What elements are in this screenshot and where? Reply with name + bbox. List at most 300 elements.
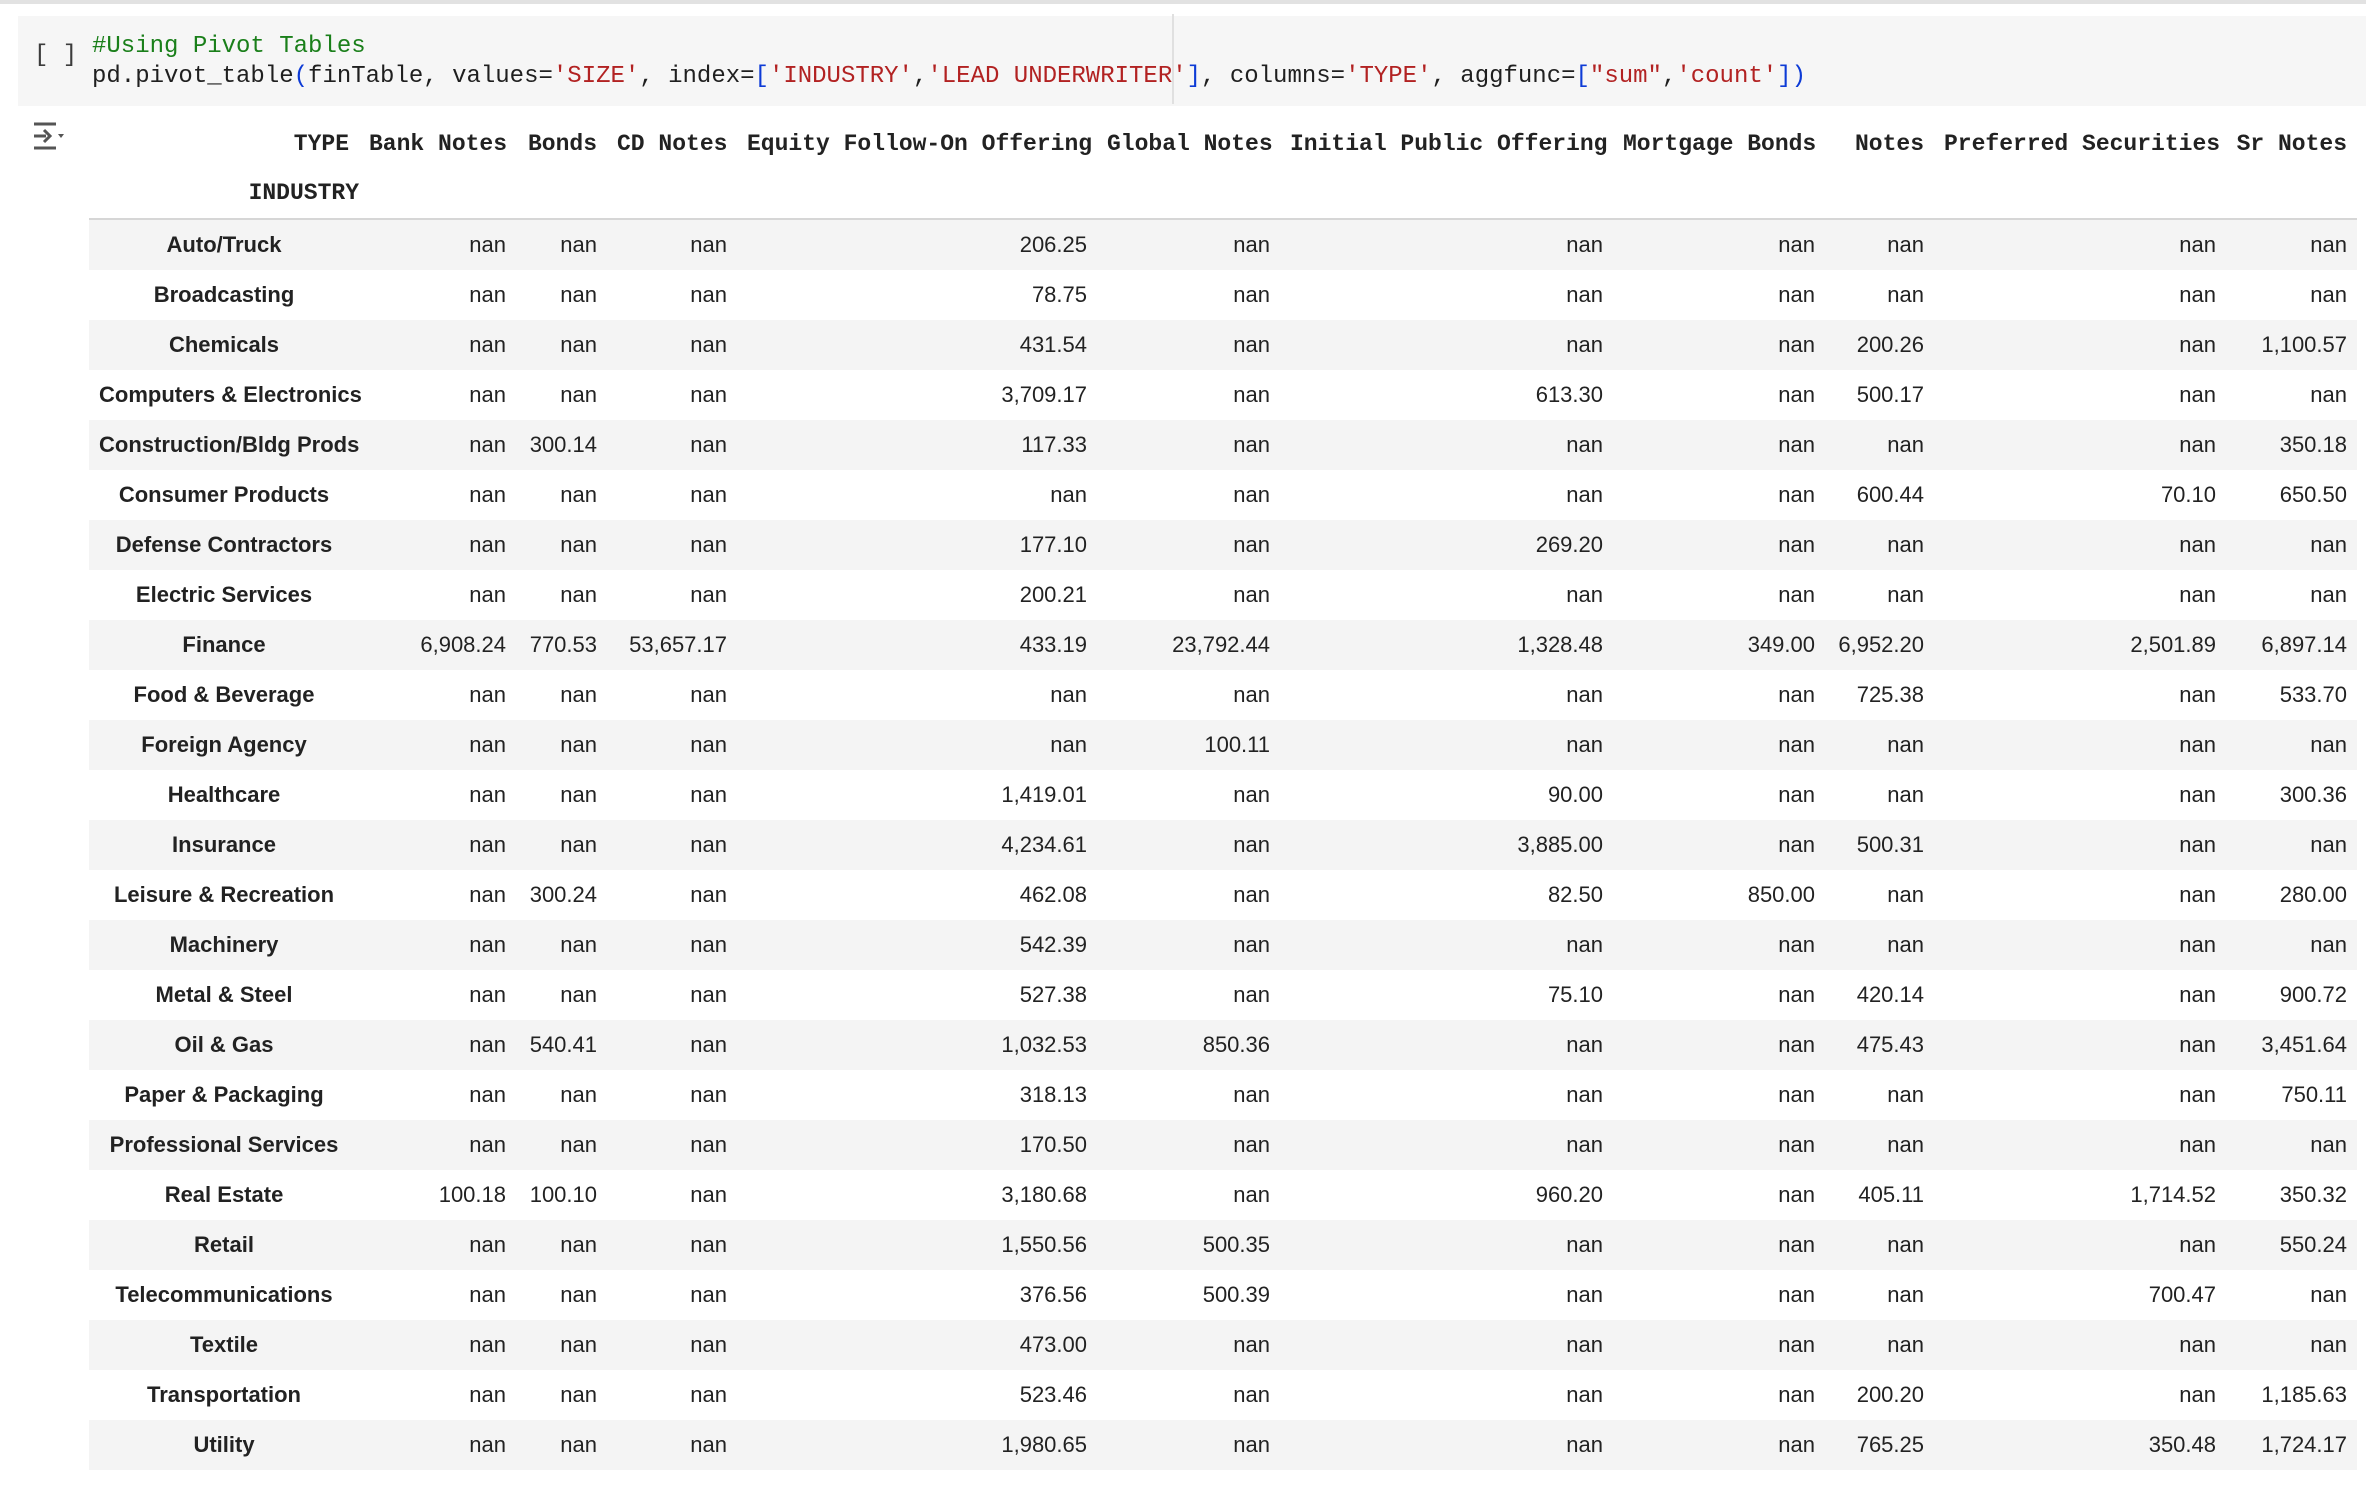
table-cell: nan: [2310, 1282, 2347, 1307]
table-cell: nan: [690, 882, 727, 907]
table-cell: nan: [2310, 282, 2347, 307]
table-cell: nan: [560, 1432, 597, 1457]
top-border: [0, 0, 2366, 4]
table-cell: nan: [1778, 782, 1815, 807]
table-body: [89, 219, 2357, 1470]
table-cell: 170.50: [1019, 1132, 1087, 1157]
table-cell: nan: [2310, 382, 2347, 407]
table-cell: nan: [1887, 1082, 1924, 1107]
table-cell: nan: [1887, 882, 1924, 907]
table-cell: 280.00: [2279, 882, 2347, 907]
code-token: [: [754, 63, 769, 90]
table-cell: nan: [690, 432, 727, 457]
row-industry-label: Broadcasting: [153, 282, 295, 307]
column-header-row: [89, 120, 2357, 168]
table-cell: nan: [1566, 1032, 1603, 1057]
row-industry-label: Leisure & Recreation: [113, 882, 335, 907]
table-cell: nan: [690, 1332, 727, 1357]
table-cell: nan: [469, 1382, 506, 1407]
row-industry-label: Food & Beverage: [133, 682, 315, 707]
table-cell: nan: [1233, 1082, 1270, 1107]
row-industry-label: Utility: [193, 1432, 255, 1457]
table-cell: 2,501.89: [2130, 632, 2216, 657]
output-options-icon[interactable]: [30, 118, 70, 154]
table-cell: 6,952.20: [1838, 632, 1924, 657]
table-cell: nan: [1778, 1432, 1815, 1457]
table-cell: 300.36: [2279, 782, 2347, 807]
table-cell: nan: [690, 1082, 727, 1107]
table-cell: nan: [1887, 782, 1924, 807]
table-cell: 117.33: [1021, 432, 1087, 457]
table-row: [89, 1120, 2357, 1170]
index-header-row: [89, 168, 2357, 219]
table-cell: nan: [1566, 1082, 1603, 1107]
table-cell: nan: [560, 232, 597, 257]
table-cell: nan: [2310, 1332, 2347, 1357]
table-row: [89, 1420, 2357, 1470]
table-cell: nan: [1566, 1232, 1603, 1257]
table-cell: nan: [2179, 682, 2216, 707]
table-cell: nan: [1233, 382, 1270, 407]
table-cell: 100.10: [529, 1182, 597, 1207]
table-cell: nan: [1566, 482, 1603, 507]
table-cell: 433.19: [1019, 632, 1087, 657]
table-cell: 1,724.17: [2261, 1432, 2347, 1457]
column-header: Bonds: [527, 131, 597, 157]
table-row: [89, 920, 2357, 970]
table-cell: nan: [1778, 1332, 1815, 1357]
table-cell: nan: [1778, 1282, 1815, 1307]
table-cell: 200.26: [1856, 332, 1924, 357]
table-cell: 1,032.53: [1001, 1032, 1087, 1057]
table-cell: nan: [2179, 732, 2216, 757]
table-cell: nan: [690, 532, 727, 557]
table-cell: 300.24: [529, 882, 597, 907]
row-industry-label: Defense Contractors: [115, 532, 333, 557]
table-cell: nan: [469, 882, 506, 907]
column-header: Equity Follow-On Offering: [747, 131, 1093, 157]
table-cell: nan: [1778, 282, 1815, 307]
table-cell: nan: [469, 1032, 506, 1057]
table-cell: 100.11: [1204, 732, 1270, 757]
table-cell: nan: [2179, 782, 2216, 807]
table-cell: nan: [1778, 382, 1815, 407]
table-cell: nan: [2179, 1232, 2216, 1257]
table-cell: 3,709.17: [1001, 382, 1087, 407]
table-cell: nan: [469, 1282, 506, 1307]
table-cell: 177.10: [1019, 532, 1087, 557]
table-cell: nan: [1233, 532, 1270, 557]
table-cell: 527.38: [1019, 982, 1087, 1007]
table-cell: nan: [1233, 1332, 1270, 1357]
table-cell: nan: [2179, 982, 2216, 1007]
table-cell: 462.08: [1019, 882, 1087, 907]
table-cell: nan: [1778, 1032, 1815, 1057]
table-cell: 473.00: [1019, 1332, 1087, 1357]
code-token: , index=: [639, 63, 755, 90]
code-token: ]: [1186, 63, 1202, 90]
table-cell: nan: [1887, 1282, 1924, 1307]
table-cell: nan: [1566, 932, 1603, 957]
table-cell: 850.00: [1747, 882, 1815, 907]
code-token: ,: [1661, 63, 1677, 90]
table-cell: 850.36: [1202, 1032, 1270, 1057]
table-cell: 500.39: [1202, 1282, 1270, 1307]
table-cell: nan: [1050, 732, 1087, 757]
table-cell: nan: [1887, 282, 1924, 307]
table-cell: nan: [469, 232, 506, 257]
table-cell: nan: [1887, 432, 1924, 457]
table-cell: nan: [560, 932, 597, 957]
row-industry-label: Textile: [189, 1332, 259, 1357]
code-token: ]): [1777, 63, 1806, 90]
table-cell: nan: [1050, 682, 1087, 707]
table-cell: nan: [1233, 782, 1270, 807]
row-industry-label: Finance: [182, 632, 266, 657]
table-cell: 533.70: [2279, 682, 2347, 707]
code-token: pd.pivot_table: [92, 63, 294, 90]
table-cell: 431.54: [1019, 332, 1087, 357]
table-cell: nan: [2179, 532, 2216, 557]
code-token: [: [1575, 63, 1590, 90]
table-cell: nan: [560, 1082, 597, 1107]
table-cell: nan: [469, 982, 506, 1007]
table-cell: nan: [469, 1332, 506, 1357]
table-cell: nan: [1566, 1132, 1603, 1157]
table-cell: nan: [469, 482, 506, 507]
table-cell: nan: [2179, 432, 2216, 457]
table-cell: nan: [560, 582, 597, 607]
table-cell: nan: [1778, 1132, 1815, 1157]
table-cell: 1,100.57: [2261, 332, 2347, 357]
table-cell: nan: [1566, 1382, 1603, 1407]
table-cell: nan: [1566, 682, 1603, 707]
table-cell: nan: [469, 532, 506, 557]
table-cell: nan: [560, 1132, 597, 1157]
table-cell: nan: [2179, 332, 2216, 357]
table-cell: 4,234.61: [1001, 832, 1087, 857]
table-cell: nan: [1778, 532, 1815, 557]
code-token: , aggfunc=: [1431, 63, 1576, 90]
table-cell: nan: [469, 1232, 506, 1257]
column-header: Bank Notes: [369, 131, 508, 157]
table-row: [89, 1370, 2357, 1420]
table-cell: nan: [560, 1282, 597, 1307]
table-cell: nan: [1233, 282, 1270, 307]
table-cell: nan: [1233, 682, 1270, 707]
table-cell: nan: [560, 482, 597, 507]
row-industry-label: Consumer Products: [118, 482, 330, 507]
row-industry-label: Telecommunications: [115, 1282, 333, 1307]
table-cell: nan: [2310, 832, 2347, 857]
table-cell: nan: [469, 582, 506, 607]
table-cell: nan: [1233, 332, 1270, 357]
row-industry-label: Retail: [194, 1232, 254, 1257]
table-row: [89, 520, 2357, 570]
table-cell: nan: [2179, 282, 2216, 307]
column-header: Mortgage Bonds: [1623, 131, 1817, 157]
table-cell: nan: [560, 732, 597, 757]
row-industry-label: Oil & Gas: [174, 1032, 274, 1057]
table-row: [89, 470, 2357, 520]
table-cell: nan: [560, 682, 597, 707]
table-cell: nan: [2310, 532, 2347, 557]
code-editor[interactable]: [92, 32, 1806, 92]
table-cell: nan: [690, 232, 727, 257]
table-cell: 613.30: [1535, 382, 1603, 407]
table-cell: nan: [1233, 982, 1270, 1007]
table-cell: nan: [690, 832, 727, 857]
table-row: [89, 1170, 2357, 1220]
table-cell: nan: [2179, 382, 2216, 407]
table-cell: 318.13: [1019, 1082, 1087, 1107]
table-cell: nan: [690, 1182, 727, 1207]
table-cell: nan: [690, 682, 727, 707]
table-cell: nan: [1233, 932, 1270, 957]
table-cell: nan: [690, 982, 727, 1007]
table-cell: nan: [469, 1432, 506, 1457]
table-cell: 90.00: [1547, 782, 1603, 807]
table-cell: nan: [1887, 732, 1924, 757]
table-cell: 725.38: [1856, 682, 1924, 707]
table-cell: nan: [2310, 1132, 2347, 1157]
table-cell: nan: [560, 282, 597, 307]
table-cell: nan: [690, 782, 727, 807]
table-cell: nan: [1778, 1232, 1815, 1257]
column-header: Sr Notes: [2236, 131, 2347, 157]
table-cell: 1,980.65: [1001, 1432, 1087, 1457]
table-cell: nan: [1778, 432, 1815, 457]
table-cell: nan: [1887, 1132, 1924, 1157]
table-cell: nan: [1778, 1382, 1815, 1407]
table-cell: nan: [2179, 1132, 2216, 1157]
table-cell: nan: [690, 482, 727, 507]
table-cell: nan: [2310, 582, 2347, 607]
table-cell: nan: [690, 382, 727, 407]
table-cell: nan: [1566, 282, 1603, 307]
table-row: [89, 320, 2357, 370]
table-cell: nan: [560, 532, 597, 557]
table-cell: 1,185.63: [2261, 1382, 2347, 1407]
table-cell: 770.53: [529, 632, 597, 657]
table-cell: nan: [690, 1432, 727, 1457]
table-cell: nan: [1566, 732, 1603, 757]
table-cell: 1,419.01: [1001, 782, 1087, 807]
table-cell: nan: [469, 282, 506, 307]
table-cell: nan: [1233, 582, 1270, 607]
table-cell: nan: [1233, 882, 1270, 907]
table-cell: 53,657.17: [629, 632, 727, 657]
table-cell: 78.75: [1031, 282, 1087, 307]
table-cell: 6,897.14: [2261, 632, 2347, 657]
table-cell: nan: [469, 832, 506, 857]
table-cell: 206.25: [1019, 232, 1087, 257]
table-row: [89, 820, 2357, 870]
table-cell: nan: [1778, 482, 1815, 507]
code-token: , columns=: [1201, 63, 1346, 90]
cell-run-indicator[interactable]: [ ]: [34, 42, 78, 69]
table-cell: nan: [1233, 1132, 1270, 1157]
table-cell: nan: [1887, 1332, 1924, 1357]
table-cell: nan: [469, 782, 506, 807]
table-cell: nan: [469, 682, 506, 707]
table-cell: nan: [560, 332, 597, 357]
column-header: Initial Public Offering: [1290, 131, 1608, 157]
table-cell: 500.35: [1202, 1232, 1270, 1257]
table-cell: 550.24: [2279, 1232, 2347, 1257]
table-cell: nan: [2179, 1032, 2216, 1057]
row-industry-label: Electric Services: [135, 582, 313, 607]
table-row: [89, 370, 2357, 420]
table-cell: nan: [1778, 1082, 1815, 1107]
table-row: [89, 270, 2357, 320]
table-cell: nan: [1778, 332, 1815, 357]
table-cell: nan: [2179, 1082, 2216, 1107]
table-row: [89, 1320, 2357, 1370]
column-header: CD Notes: [617, 131, 728, 157]
row-industry-label: Real Estate: [164, 1182, 284, 1207]
table-cell: 765.25: [1856, 1432, 1924, 1457]
table-cell: nan: [2179, 832, 2216, 857]
code-string: 'SIZE': [552, 63, 640, 90]
table-row: [89, 1070, 2357, 1120]
table-cell: nan: [1778, 582, 1815, 607]
table-cell: nan: [1778, 832, 1815, 857]
table-cell: nan: [1233, 482, 1270, 507]
code-token: (: [293, 63, 309, 90]
table-row: [89, 720, 2357, 770]
table-cell: 1,714.52: [2130, 1182, 2216, 1207]
code-comment: #Using Pivot Tables: [92, 33, 366, 60]
row-industry-label: Chemicals: [168, 332, 280, 357]
table-cell: nan: [2179, 232, 2216, 257]
table-cell: nan: [690, 282, 727, 307]
code-token: finTable, values=: [308, 63, 553, 90]
table-row: [89, 1220, 2357, 1270]
table-cell: nan: [1566, 1282, 1603, 1307]
table-cell: nan: [2179, 932, 2216, 957]
table-row: [89, 420, 2357, 470]
table-cell: nan: [690, 1282, 727, 1307]
table-row: [89, 970, 2357, 1020]
table-cell: 350.48: [2148, 1432, 2216, 1457]
table-cell: 3,451.64: [2261, 1032, 2347, 1057]
row-industry-label: Auto/Truck: [166, 232, 282, 257]
table-cell: nan: [690, 1132, 727, 1157]
table-cell: nan: [690, 332, 727, 357]
table-cell: nan: [1233, 1182, 1270, 1207]
table-cell: nan: [1887, 532, 1924, 557]
table-row: [89, 570, 2357, 620]
table-row: [89, 1270, 2357, 1320]
table-cell: nan: [1233, 432, 1270, 457]
table-cell: nan: [1566, 1332, 1603, 1357]
table-cell: nan: [2310, 732, 2347, 757]
table-cell: nan: [690, 932, 727, 957]
row-industry-label: Machinery: [169, 932, 279, 957]
table-cell: nan: [1887, 232, 1924, 257]
table-cell: nan: [1233, 832, 1270, 857]
table-cell: nan: [469, 382, 506, 407]
table-cell: 200.20: [1856, 1382, 1924, 1407]
table-cell: 269.20: [1535, 532, 1603, 557]
table-cell: nan: [469, 1132, 506, 1157]
pivot-table: [89, 120, 2357, 1470]
code-token: ,: [912, 63, 928, 90]
table-cell: 200.21: [1019, 582, 1087, 607]
index-name-label: INDUSTRY: [89, 168, 359, 219]
row-industry-label: Computers & Electronics: [99, 382, 362, 407]
table-cell: 1,328.48: [1517, 632, 1603, 657]
column-header: Global Notes: [1107, 131, 1273, 157]
code-string: 'TYPE': [1345, 63, 1432, 90]
table-cell: 23,792.44: [1172, 632, 1270, 657]
table-cell: nan: [1566, 332, 1603, 357]
table-cell: 900.72: [2279, 982, 2347, 1007]
table-cell: nan: [1566, 232, 1603, 257]
table-cell: nan: [469, 732, 506, 757]
table-cell: 475.43: [1856, 1032, 1924, 1057]
table-cell: nan: [469, 1082, 506, 1107]
table-cell: 70.10: [2160, 482, 2216, 507]
table-cell: nan: [560, 1382, 597, 1407]
table-cell: nan: [690, 582, 727, 607]
table-cell: 700.47: [2148, 1282, 2216, 1307]
row-industry-label: Construction/Bldg Prods: [99, 432, 360, 457]
table-cell: 500.17: [1856, 382, 1924, 407]
table-cell: nan: [560, 1332, 597, 1357]
table-cell: 350.18: [2279, 432, 2347, 457]
table-cell: 523.46: [1019, 1382, 1087, 1407]
table-cell: 500.31: [1856, 832, 1924, 857]
table-cell: nan: [560, 782, 597, 807]
table-cell: 750.11: [2281, 1082, 2347, 1107]
table-cell: 350.32: [2279, 1182, 2347, 1207]
table-cell: nan: [1566, 1432, 1603, 1457]
table-cell: nan: [1566, 432, 1603, 457]
table-cell: nan: [2179, 582, 2216, 607]
table-cell: 349.00: [1747, 632, 1815, 657]
table-cell: 6,908.24: [420, 632, 506, 657]
table-cell: nan: [2310, 232, 2347, 257]
table-cell: nan: [2179, 1332, 2216, 1357]
table-cell: 75.10: [1547, 982, 1603, 1007]
code-string: 'count': [1676, 63, 1778, 90]
table-cell: nan: [1778, 932, 1815, 957]
table-cell: 542.39: [1019, 932, 1087, 957]
table-cell: 3,885.00: [1517, 832, 1603, 857]
table-row: [89, 870, 2357, 920]
table-cell: 100.18: [438, 1182, 506, 1207]
row-industry-label: Metal & Steel: [155, 982, 293, 1007]
table-cell: nan: [560, 982, 597, 1007]
row-industry-label: Healthcare: [167, 782, 281, 807]
table-cell: nan: [2179, 882, 2216, 907]
table-cell: nan: [469, 332, 506, 357]
table-cell: 650.50: [2279, 482, 2347, 507]
table-cell: 405.11: [1858, 1182, 1924, 1207]
table-cell: nan: [1887, 582, 1924, 607]
table-cell: 600.44: [1856, 482, 1924, 507]
row-industry-label: Insurance: [172, 832, 276, 857]
table-cell: 300.14: [529, 432, 597, 457]
table-cell: 3,180.68: [1001, 1182, 1087, 1207]
table-cell: nan: [1050, 482, 1087, 507]
table-cell: nan: [1233, 1382, 1270, 1407]
table-row: [89, 770, 2357, 820]
table-row: [89, 1020, 2357, 1070]
code-string: "sum": [1589, 63, 1662, 90]
